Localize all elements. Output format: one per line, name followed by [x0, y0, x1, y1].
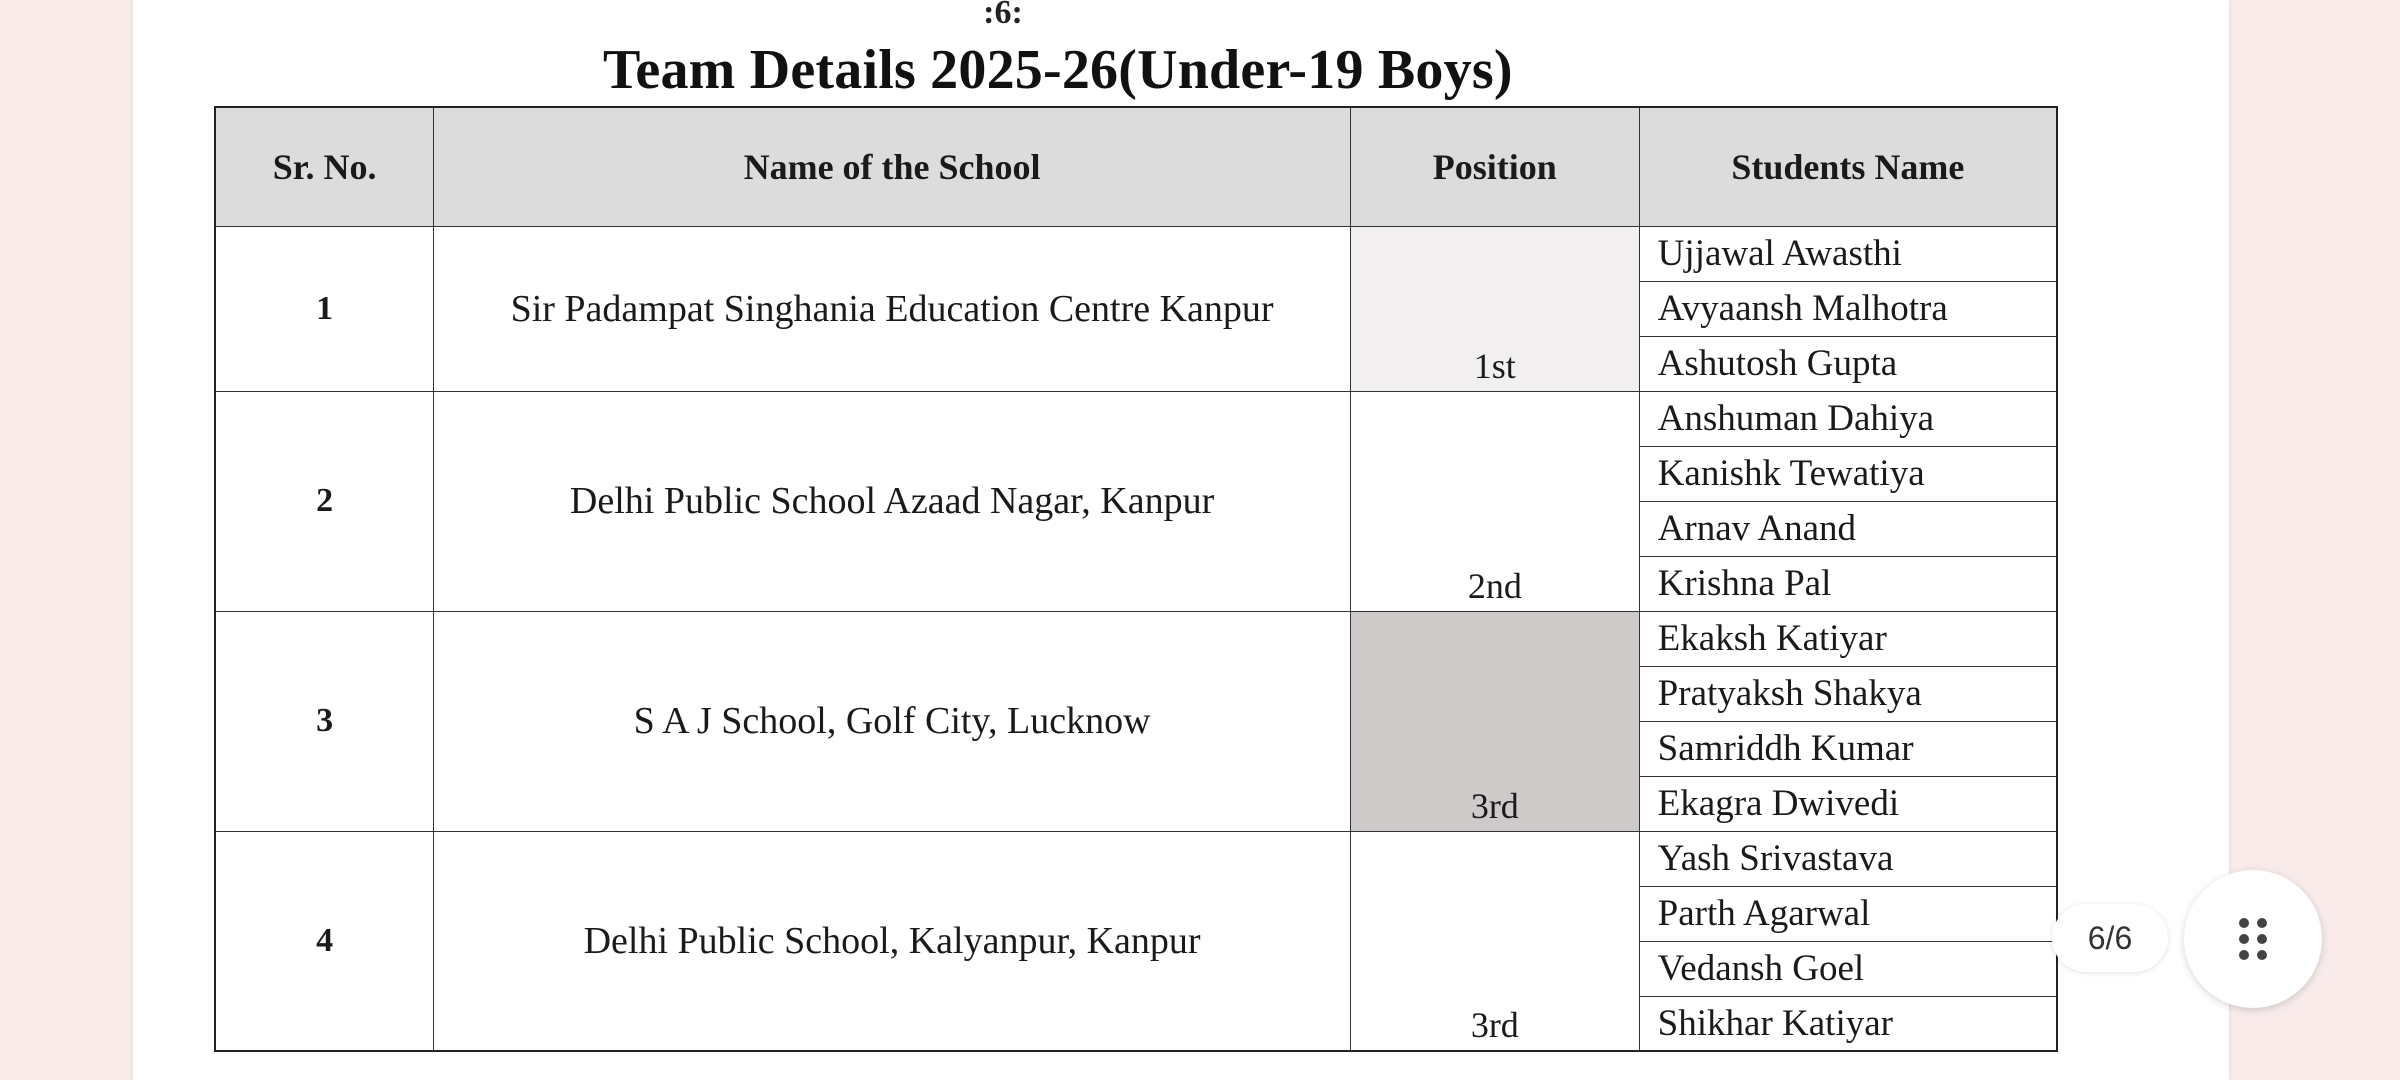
school-name-cell: S A J School, Golf City, Lucknow [434, 611, 1351, 831]
document-title: Team Details 2025-26(Under-19 Boys) [603, 39, 1513, 101]
position-cell: 1st [1350, 226, 1639, 391]
student-name-cell: Arnav Anand [1639, 501, 2057, 556]
student-name-cell: Anshuman Dahiya [1639, 391, 2057, 446]
sr-no-cell: 3 [215, 611, 434, 831]
school-name-cell: Sir Padampat Singhania Education Centre Kanpur [434, 226, 1351, 391]
header-sr-no: Sr. No. [215, 107, 434, 226]
student-name-cell: Krishna Pal [1639, 556, 2057, 611]
student-name-cell: Yash Srivastava [1639, 831, 2057, 886]
student-name-cell: Ujjawal Awasthi [1639, 226, 2057, 281]
student-name-cell: Ekagra Dwivedi [1639, 776, 2057, 831]
position-cell: 3rd [1350, 831, 1639, 1051]
header-school-name: Name of the School [434, 107, 1351, 226]
sr-no-cell: 2 [215, 391, 434, 611]
sr-no-cell: 1 [215, 226, 434, 391]
student-name-cell: Samriddh Kumar [1639, 721, 2057, 776]
school-name-cell: Delhi Public School, Kalyanpur, Kanpur [434, 831, 1351, 1051]
student-name-cell: Parth Agarwal [1639, 886, 2057, 941]
student-name-cell: Kanishk Tewatiya [1639, 446, 2057, 501]
student-name-cell: Shikhar Katiyar [1639, 996, 2057, 1051]
table-header-row [215, 107, 2057, 226]
student-name-cell: Avyaansh Malhotra [1639, 281, 2057, 336]
header-position: Position [1350, 107, 1639, 226]
student-name-cell: Pratyaksh Shakya [1639, 666, 2057, 721]
document-page [133, 0, 2229, 1080]
sr-no-cell: 4 [215, 831, 434, 1051]
table-row [215, 611, 2057, 666]
page-number: :6: [983, 0, 1023, 31]
student-name-cell: Ekaksh Katiyar [1639, 611, 2057, 666]
position-cell: 3rd [1350, 611, 1639, 831]
student-name-cell: Ashutosh Gupta [1639, 336, 2057, 391]
dots-grid-icon [2236, 915, 2270, 963]
page-grid-button[interactable] [2184, 870, 2322, 1008]
team-details-table [214, 106, 2058, 1052]
header-students-name: Students Name [1639, 107, 2057, 226]
table-row [215, 391, 2057, 446]
page-indicator: 6/6 [2052, 904, 2168, 972]
position-cell: 2nd [1350, 391, 1639, 611]
table-row [215, 226, 2057, 281]
table-row [215, 831, 2057, 886]
school-name-cell: Delhi Public School Azaad Nagar, Kanpur [434, 391, 1351, 611]
student-name-cell: Vedansh Goel [1639, 941, 2057, 996]
